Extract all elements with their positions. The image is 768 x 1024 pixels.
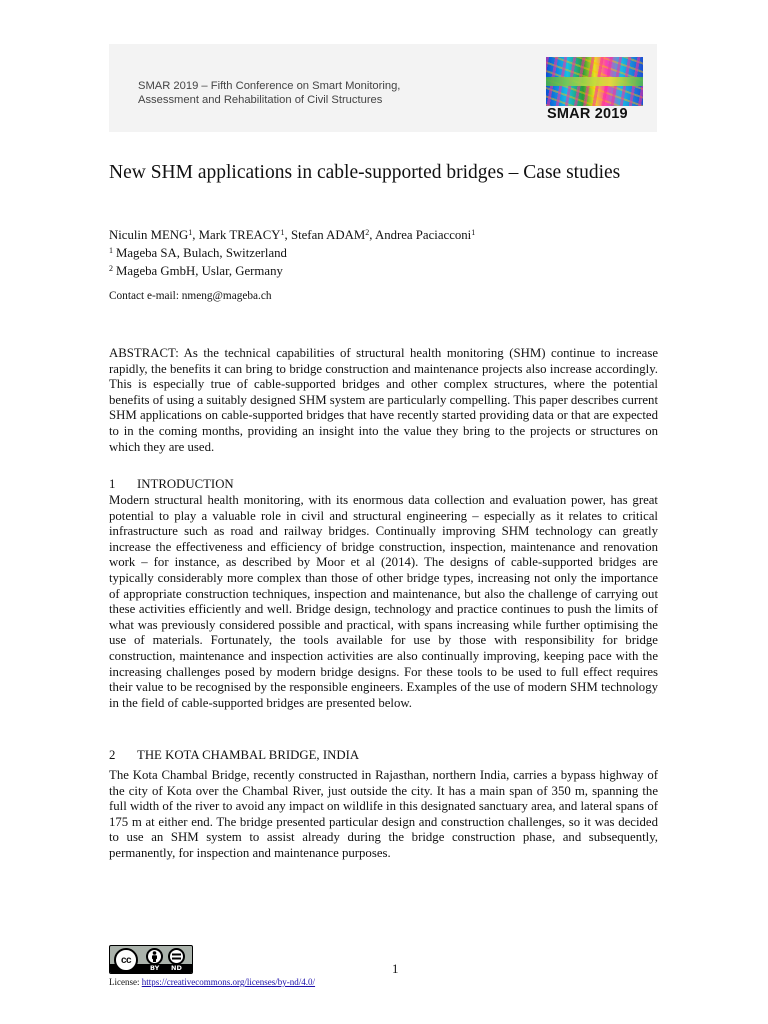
- person-icon: [150, 951, 159, 962]
- affiliation-text: Mageba GmbH, Uslar, Germany: [116, 264, 283, 278]
- no-derivatives-equals-icon: [168, 948, 185, 965]
- author-affiliation-mark: 2: [365, 228, 370, 237]
- section-title: THE KOTA CHAMBAL BRIDGE, INDIA: [137, 748, 360, 762]
- license-prefix: License:: [109, 977, 142, 987]
- section-heading-kota-chambal: [109, 747, 658, 763]
- section-heading-introduction: [109, 476, 658, 492]
- license-link[interactable]: https://creativecommons.org/licenses/by-nd/4.0/: [141, 977, 316, 987]
- section-title: INTRODUCTION: [137, 477, 234, 491]
- abstract-paragraph: ABSTRACT: As the technical capabilities of structural health monitoring (SHM) continue to increase rapidly, the benefits it can bring to bridge construction and maintenance projects also increase accordingly. This is especially true of cable-supported bridges and other complex structures, where the potential benefits of using a suitably designed SHM system are particularly compelling. This paper describes current SHM applications on cable-supported bridges that have recently started providing data or that are expected to in the coming months, providing an insight into the value they bring to the projects or structures on which they are used.: [109, 346, 658, 454]
- conference-name-line-1: SMAR 2019 – Fifth Conference on Smart Monitoring,: [138, 80, 401, 92]
- affiliation-number: 2: [109, 264, 113, 273]
- author-name: Mark TREACY: [198, 228, 281, 242]
- page-number: 1: [392, 962, 399, 976]
- creative-commons-badge: [109, 945, 193, 974]
- license-line: [109, 976, 315, 988]
- cc-logo-icon: cc: [114, 948, 138, 972]
- author-affiliation-mark: 1: [188, 228, 193, 237]
- author-list: [109, 226, 669, 244]
- smar-logo-text: SMAR 2019: [547, 106, 628, 122]
- conference-name-line-2: Assessment and Rehabilitation of Civil Structures: [138, 93, 383, 106]
- author-block: [109, 226, 669, 280]
- cc-nd-label: ND: [171, 964, 182, 972]
- author-separator: ,: [192, 228, 199, 242]
- author-affiliation-mark: 1: [280, 228, 285, 237]
- kota-chambal-paragraph: The Kota Chambal Bridge, recently constructed in Rajasthan, northern India, carries a bypass highway of the city of Kota over the Chambal River, just outside the city. It has a main span of 350 m, spanning the full width of the river to avoid any impact on wildlife in this designated sanctuary area, and lateral spans of 175 m at either end. The bridge presented particular design and construction challenges, so it was decided to use an SHM system to assist already during the bridge construction phase, and subsequently, permanently, for inspection and maintenance purposes.: [109, 768, 658, 860]
- section-number: 1: [109, 477, 116, 491]
- introduction-paragraph: Modern structural health monitoring, with its enormous data collection and evaluation power, has great potential to play a valuable role in civil and structural engineering – especially as it relates to critical infrastructure such as road and railway bridges. Continually improving SHM technology can greatly increase the effectiveness and efficiency of bridge construction, inspection, maintenance and renovation work – for instance, as described by Moor et al (2014). The designs of cable-supported bridges are typically considerably more complex than those of other bridge types, increasing not only the importance of appropriate construction techniques, inspection and maintenance, but also the challenge of carrying out these activities efficiently and well. Bridge design, technology and practice continues to push the limits of what was previously considered possible and practical, with spans increasing while further optimising the use of materials. Fortunately, the tools available for use by those with responsibility for bridge construction, maintenance and inspection activities are also continually improving, keeping pace with the increasing challenges posed by modern bridge designs. For these tools to be used to full effect requires their value to be recognised by the responsible engineers. Examples of the use of modern SHM technology in the field of cable-supported bridges are presented below.: [109, 493, 658, 710]
- conference-name: [138, 80, 400, 107]
- author-name: Niculin MENG: [109, 228, 189, 242]
- smar-logo-image: [546, 57, 643, 106]
- paper-title: New SHM applications in cable-supported bridges – Case studies: [109, 162, 621, 183]
- affiliation-text: Mageba SA, Bulach, Switzerland: [116, 246, 287, 260]
- section-number: 2: [109, 748, 116, 762]
- affiliation-line: [109, 262, 669, 280]
- conference-header-banner: [109, 44, 657, 132]
- author-affiliation-mark: 1: [471, 228, 476, 237]
- logo-stripe: [546, 77, 643, 86]
- equals-icon: [172, 953, 181, 960]
- cc-by-label: BY: [150, 964, 160, 972]
- author-name: Stefan ADAM: [290, 228, 366, 242]
- affiliation-number: 1: [109, 246, 113, 255]
- author-name: Andrea Paciacconi: [374, 228, 472, 242]
- attribution-person-icon: [146, 948, 163, 965]
- author-separator: ,: [284, 228, 291, 242]
- affiliation-line: [109, 244, 669, 262]
- author-separator: ,: [369, 228, 375, 242]
- contact-email: Contact e-mail: nmeng@mageba.ch: [109, 290, 272, 302]
